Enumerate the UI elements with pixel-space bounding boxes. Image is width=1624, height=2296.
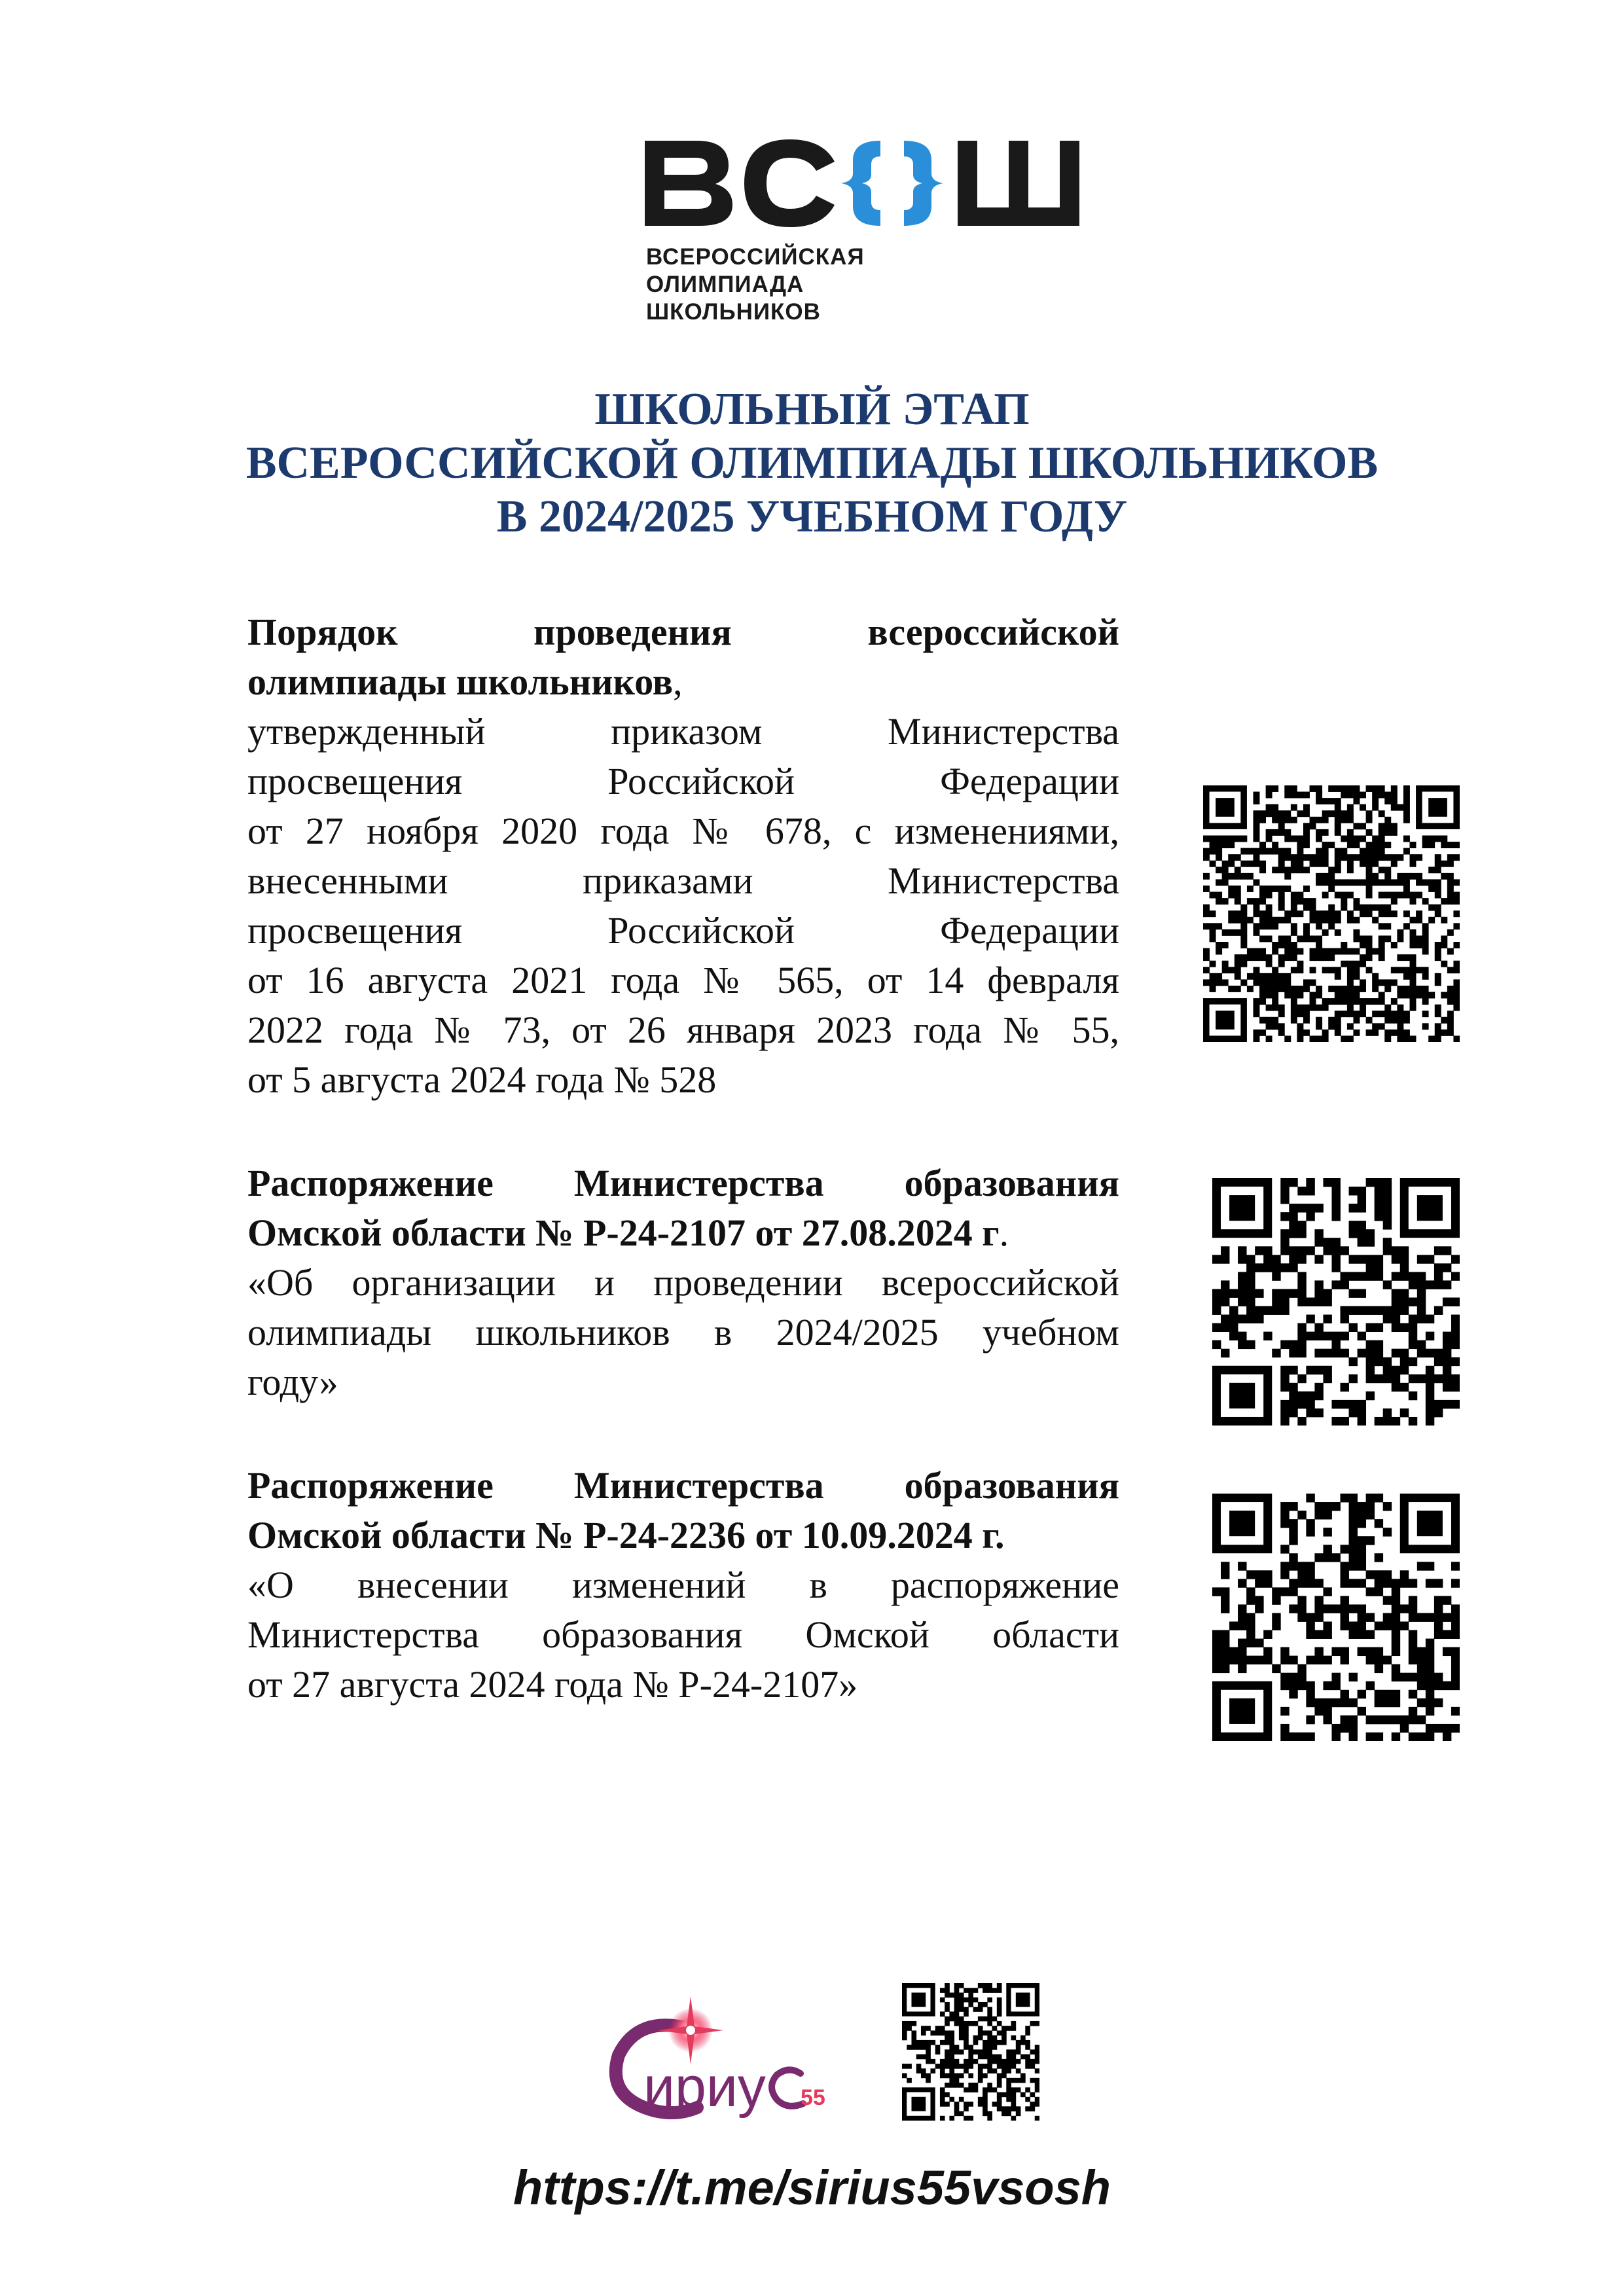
block3-heading-line1: Распоряжение Министерства образования — [247, 1464, 1119, 1507]
vsosh-logo — [645, 134, 1090, 331]
vsosh-wordmark-logo — [645, 134, 1090, 229]
block1-line: от 16 августа 2021 года № 565, от 14 февраля — [247, 959, 1119, 1001]
document-block-order-2236 — [247, 1461, 1119, 1710]
block2-heading-line1: Распоряжение Министерства образования — [247, 1162, 1119, 1204]
block2-line: «Об организации и проведении всероссийской — [247, 1261, 1119, 1304]
block1-line: внесенными приказами Министерства — [247, 859, 1119, 902]
star-icon — [658, 1996, 723, 2064]
logo-line-2: ОЛИМПИАДА — [646, 272, 804, 297]
block2-heading-dot: . — [999, 1211, 1009, 1254]
block1-line: от 27 ноября 2020 года № 678, с изменениями, — [247, 810, 1119, 852]
page-title — [0, 383, 1624, 544]
block1-heading-line2-wrap — [247, 657, 1119, 707]
title-line-2: ВСЕРОССИЙСКОЙ ОЛИМПИАДЫ ШКОЛЬНИКОВ — [245, 438, 1379, 488]
title-line-1: ШКОЛЬНЫЙ ЭТАП — [594, 384, 1030, 435]
sirius-logo-mark — [592, 1983, 867, 2127]
qr-code-order[interactable] — [1203, 785, 1460, 1042]
block1-line: от 5 августа 2024 года № 528 — [247, 1058, 717, 1101]
block1-line: просвещения Российской Федерации — [247, 760, 1119, 802]
block1-heading-comma: , — [673, 660, 683, 703]
block3-heading-line2: Омской области № Р-24-2236 от 10.09.2024 г. — [247, 1514, 1005, 1556]
sirius-logo-number: 55 — [801, 2085, 825, 2110]
document-block-order — [247, 607, 1119, 1105]
block3-line: от 27 августа 2024 года № Р-24-2107» — [247, 1663, 858, 1706]
logo-line-1: ВСЕРОССИЙСКАЯ — [646, 244, 865, 270]
logo-line-3: ШКОЛЬНИКОВ — [646, 299, 821, 325]
block3-line: Министерства образования Омской области — [247, 1613, 1119, 1656]
block1-line: 2022 года № 73, от 26 января 2023 года № 55, — [247, 1009, 1119, 1051]
sirius-logo-text: ириу — [643, 2056, 766, 2119]
telegram-link[interactable]: https://t.me/sirius55vsosh — [513, 2161, 1111, 2215]
block1-line: просвещения Российской Федерации — [247, 909, 1119, 952]
block2-heading-line2-wrap — [247, 1208, 1119, 1258]
qr-code-telegram[interactable] — [902, 1983, 1039, 2121]
block1-line: утвержденный приказом Министерства — [247, 710, 1119, 753]
document-block-order-2107 — [247, 1158, 1119, 1407]
block1-heading-line2: олимпиады школьников — [247, 660, 674, 703]
block2-heading-line2: Омской области № Р-24-2107 от 27.08.2024 г — [247, 1211, 1000, 1254]
block2-line: году» — [247, 1361, 338, 1403]
block3-line: «О внесении изменений в распоряжение — [247, 1564, 1119, 1606]
qr-code-order-2107[interactable] — [1212, 1178, 1460, 1426]
qr-code-order-2236[interactable] — [1212, 1494, 1460, 1741]
block2-line: олимпиады школьников в 2024/2025 учебном — [247, 1311, 1119, 1354]
title-line-3: В 2024/2025 УЧЕБНОМ ГОДУ — [496, 492, 1128, 542]
block1-heading-line1: Порядок проведения всероссийской — [247, 611, 1119, 653]
sirius-logo — [592, 1983, 867, 2127]
